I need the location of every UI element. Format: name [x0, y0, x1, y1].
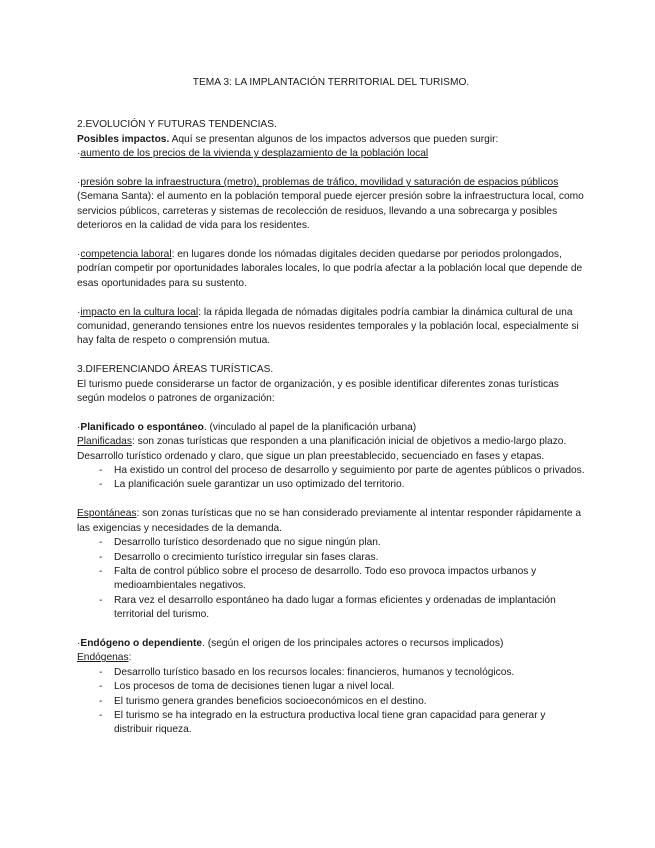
spontaneous-label: Espontáneas: [77, 508, 137, 520]
list-item: - Desarrollo o crecimiento turístico irregular sin fases claras.: [77, 551, 585, 565]
impact-infrastructure: [77, 176, 585, 234]
endogenous-dependent-heading: [77, 637, 585, 651]
endogenous-dependent-note: . (según el origen de los principales actores o recursos implicados): [202, 637, 504, 649]
planned-list: [77, 464, 585, 493]
list-item: - Desarrollo turístico desordenado que no sigue ningún plan.: [77, 536, 585, 550]
endogenous-dependent-label: Endógeno o dependiente: [80, 637, 203, 649]
bullet-dot: ·: [77, 177, 81, 189]
impacts-intro: Aquí se presentan algunos de los impactos adversos que pueden surgir:: [169, 133, 499, 145]
list-item: - Falta de control público sobre el proceso de desarrollo. Todo eso provoca impactos urbanos y medioambientales negativos.: [77, 565, 585, 594]
endogenous-label: Endógenas: [77, 652, 129, 664]
planned-label: Planificadas: [77, 436, 132, 448]
impact-culture-text: : la rápida llegada de nómadas digitales podría cambiar la dinámica cultural de una comunidad, generando tensiones entre los nuevos residentes temporales y la población local, especialmente si hay falta de respeto o comprensión mutua.: [77, 306, 579, 347]
impact-culture: [77, 306, 585, 349]
list-item: - Los procesos de toma de decisiones tienen lugar a nivel local.: [77, 680, 585, 694]
bullet-dot: ·: [77, 148, 81, 160]
impacts-paragraph: [77, 133, 585, 147]
impact-housing: [77, 147, 585, 161]
impact-culture-label: impacto en la cultura local: [80, 306, 199, 318]
impact-housing-label: aumento de los precios de la vivienda y desplazamiento de la población local: [80, 148, 429, 160]
section-2-heading: 2.EVOLUCIÓN Y FUTURAS TENDENCIAS.: [77, 119, 277, 131]
planned-text: : son zonas turísticas que responden a una planificación inicial de objetivos a medio-largo plazo. Desarrollo turístico ordenado y claro, que sigue un plan preestablecido, secuenciado en fases y etapas.: [77, 436, 567, 462]
bullet-dot: ·: [77, 637, 81, 649]
spontaneous-list: [77, 536, 585, 622]
spontaneous-definition: [77, 507, 585, 536]
bullet-dot: ·: [77, 249, 81, 261]
list-item: - Rara vez el desarrollo espontáneo ha dado lugar a formas eficientes y ordenadas de implantación territorial del turismo.: [77, 594, 585, 623]
planned-spontaneous-note: . (vinculado al papel de la planificación urbana): [203, 421, 417, 433]
impact-infrastructure-text: (Semana Santa): el aumento en la población temporal puede ejercer presión sobre la infraestructura local, como servicios públicos, carreteras y sistemas de recolección de residuos, llevando a una sobrecarga y posibles deterioros en la calidad de vida para los residentes.: [77, 191, 584, 232]
impact-infrastructure-label: presión sobre la infraestructura (metro), problemas de tráfico, movilidad y saturación de espacios públicos: [80, 177, 559, 189]
impact-labour: [77, 248, 585, 291]
list-item: - Ha existido un control del proceso de desarrollo y seguimiento por parte de agentes públicos o privados.: [77, 464, 585, 478]
section-3-intro: El turismo puede considerarse un factor de organización, y es posible identificar diferentes zonas turísticas según modelos o patrones de organización:: [77, 378, 559, 405]
list-item: - El turismo se ha integrado en la estructura productiva local tiene gran capacidad para generar y distribuir riqueza.: [77, 709, 585, 738]
spontaneous-text: : son zonas turísticas que no se han considerado previamente al intentar responder rápidamente a las exigencias y necesidades de la demanda.: [77, 508, 582, 534]
planned-spontaneous-heading: [77, 421, 585, 435]
bullet-dot: ·: [77, 421, 81, 433]
document-title: TEMA 3: LA IMPLANTACIÓN TERRITORIAL DEL TURISMO.: [192, 77, 470, 88]
endogenous-definition: [77, 651, 585, 665]
impacts-label: Posibles impactos.: [77, 133, 170, 145]
list-item: - El turismo genera grandes beneficios socioeconómicos en el destino.: [77, 695, 585, 709]
bullet-dot: ·: [77, 306, 81, 318]
colon: :: [128, 652, 132, 664]
section-3-heading: 3.DIFERENCIANDO ÁREAS TURÍSTICAS.: [77, 364, 274, 376]
endogenous-list: [77, 666, 585, 738]
impact-labour-text: : en lugares donde los nómadas digitales deciden quedarse por periodos prolongados, podrían competir por oportunidades laborales locales, lo que podría afectar a la población local que depende de esas oportunidades para su sustento.: [77, 249, 583, 289]
list-item: - La planificación suele garantizar un uso optimizado del territorio.: [77, 478, 585, 492]
list-item: - Desarrollo turístico basado en los recursos locales: financieros, humanos y tecnológicos.: [77, 666, 585, 680]
planned-spontaneous-label: Planificado o espontáneo: [80, 421, 204, 433]
planned-definition: [77, 435, 585, 464]
impact-labour-label: competencia laboral: [80, 249, 172, 261]
